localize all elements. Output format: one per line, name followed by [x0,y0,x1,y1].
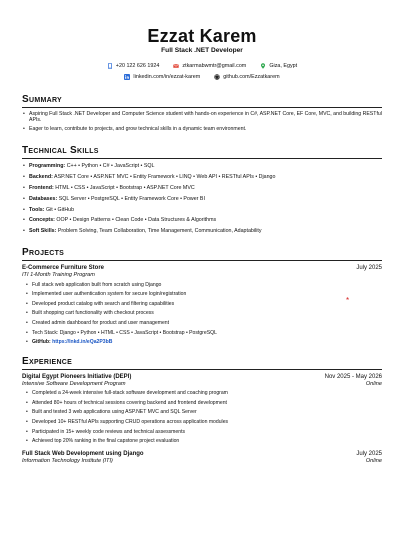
linkedin-text: linkedin.com/in/ezzat-karem [133,74,200,80]
experience-location: Online [366,381,382,387]
experience-subheader [22,381,382,387]
project-github-link[interactable]: https://lnkd.in/eQa2P3bB [52,339,112,345]
location-text: Giza, Egypt [269,63,297,69]
project-bullet: • Built shopping cart functionality with checkout process [22,310,382,316]
contact-email[interactable] [173,63,246,69]
summary-heading: Summary [22,94,382,106]
project-subtitle: ITI 1-Month Training Program [22,272,95,278]
project-bullet: • Created admin dashboard for product and user management [22,320,382,326]
experience-bullet: • Developed 10+ RESTful APIs supporting CRUD operations across application modules [22,419,382,425]
skill-value: OOP • Design Patterns • Clean Code • Data Structures & Algorithms [56,217,216,223]
skill-label: Programming: [29,163,65,169]
phone-icon [107,63,113,69]
experience-bullets [22,390,382,444]
skill-value: ASP.NET Core • ASP.NET MVC • Entity Framework • LINQ • Web API • RESTful APIs • Django [54,174,275,180]
experience-bullet: • Attended 80+ hours of technical sessions covering backend and frontend development [22,400,382,406]
project-subheader [22,272,382,278]
skill-label: Tools: [29,207,45,213]
experience-bullet: • Achieved top 20% ranking in the final capstone project evaluation [22,438,382,444]
skill-row [22,217,382,223]
contact-github[interactable] [214,74,279,80]
skill-label: Databases: [29,196,57,202]
experience-bullet: • Participated in 15+ weekly code reviews and technical assessments [22,429,382,435]
experience-subtitle: Information Technology Institute (ITI) [22,458,113,464]
project-bullet: • Developed product catalog with search and filtering capabilities [22,301,382,307]
experience-heading: Experience [22,356,382,368]
projects-divider [22,260,382,261]
project-date: July 2025 [356,265,382,271]
skill-row [22,207,382,213]
email-icon [173,63,179,69]
github-label: GitHub: [32,339,51,345]
experience-location: Online [366,458,382,464]
experience-bullet: • Completed a 24-week intensive full-stack software development and coaching program [22,390,382,396]
project-tech-stack: • Tech Stack: Django • Python • HTML • CSS • JavaScript • Bootstrap • PostgreSQL [22,330,382,336]
skill-row [22,174,382,180]
experience-subtitle: Intensive Software Development Program [22,381,126,387]
linkedin-icon [124,74,130,80]
skill-value: Problem Solving, Team Collaboration, Time Management, Communication, Adaptability [58,228,262,234]
skill-row [22,196,382,202]
project-bullets [22,282,382,346]
experience-org: Digital Egypt Pioneers Initiative (DEPI) [22,374,131,380]
skill-label: Frontend: [29,185,54,191]
contact-phone[interactable] [107,63,160,69]
experience-org: Full Stack Web Development using Django [22,451,144,457]
summary-list [22,111,382,132]
skill-label: Concepts: [29,217,55,223]
project-bullet: • Full stack web application built from scratch using Django [22,282,382,288]
summary-item: • Eager to learn, contribute to projects, and grow technical skills in a dynamic team environment. [22,126,382,132]
skill-value: SQL Server • PostgreSQL • Entity Framework Core • Power BI [59,196,205,202]
github-text: github.com/Ezzatkarem [223,74,279,80]
github-icon [214,74,220,80]
candidate-name: Ezzat Karem [22,26,382,46]
skills-divider [22,158,382,159]
experience-date: July 2025 [356,451,382,457]
red-star-mark: * [346,296,349,305]
resume-page [0,26,400,546]
skill-value: Git • GitHub [46,207,74,213]
skill-row [22,163,382,169]
candidate-role: Full Stack .NET Developer [22,47,382,54]
contact-linkedin[interactable] [124,74,200,80]
contact-row-2 [22,74,382,80]
skill-value: HTML • CSS • JavaScript • Bootstrap • ASP.NET Core MVC [55,185,195,191]
experience-header [22,451,382,457]
email-text: ztkarmabwmtr@gmail.com [182,63,246,69]
project-name: E-Commerce Furniture Store [22,265,104,271]
skills-list [22,163,382,234]
contact-location [260,63,297,69]
project-github [22,339,382,345]
summary-item: • Aspiring Full Stack .NET Developer and Computer Science student with hands-on experience in C#, ASP.NET Core, EF Core, MVC, and building RESTful APIs. [22,111,382,124]
skills-heading: Technical Skills [22,145,382,157]
projects-heading: Projects [22,247,382,259]
project-bullet: • Implemented user authentication system for secure login/registration [22,291,382,297]
skill-value: C++ • Python • C# • JavaScript • SQL [67,163,155,169]
experience-bullet: • Built and tested 3 web applications using ASP.NET MVC and SQL Server [22,409,382,415]
experience-date: Nov 2025 - May 2026 [325,374,382,380]
skill-row [22,185,382,191]
experience-divider [22,369,382,370]
summary-divider [22,107,382,108]
skill-row [22,228,382,234]
project-header [22,265,382,271]
experience-header [22,374,382,380]
skill-label: Soft Skills: [29,228,56,234]
experience-subheader [22,458,382,464]
location-pin-icon [260,63,266,69]
skill-label: Backend: [29,174,53,180]
contact-row-1 [22,63,382,69]
phone-text: +20 122 626 1924 [116,63,160,69]
